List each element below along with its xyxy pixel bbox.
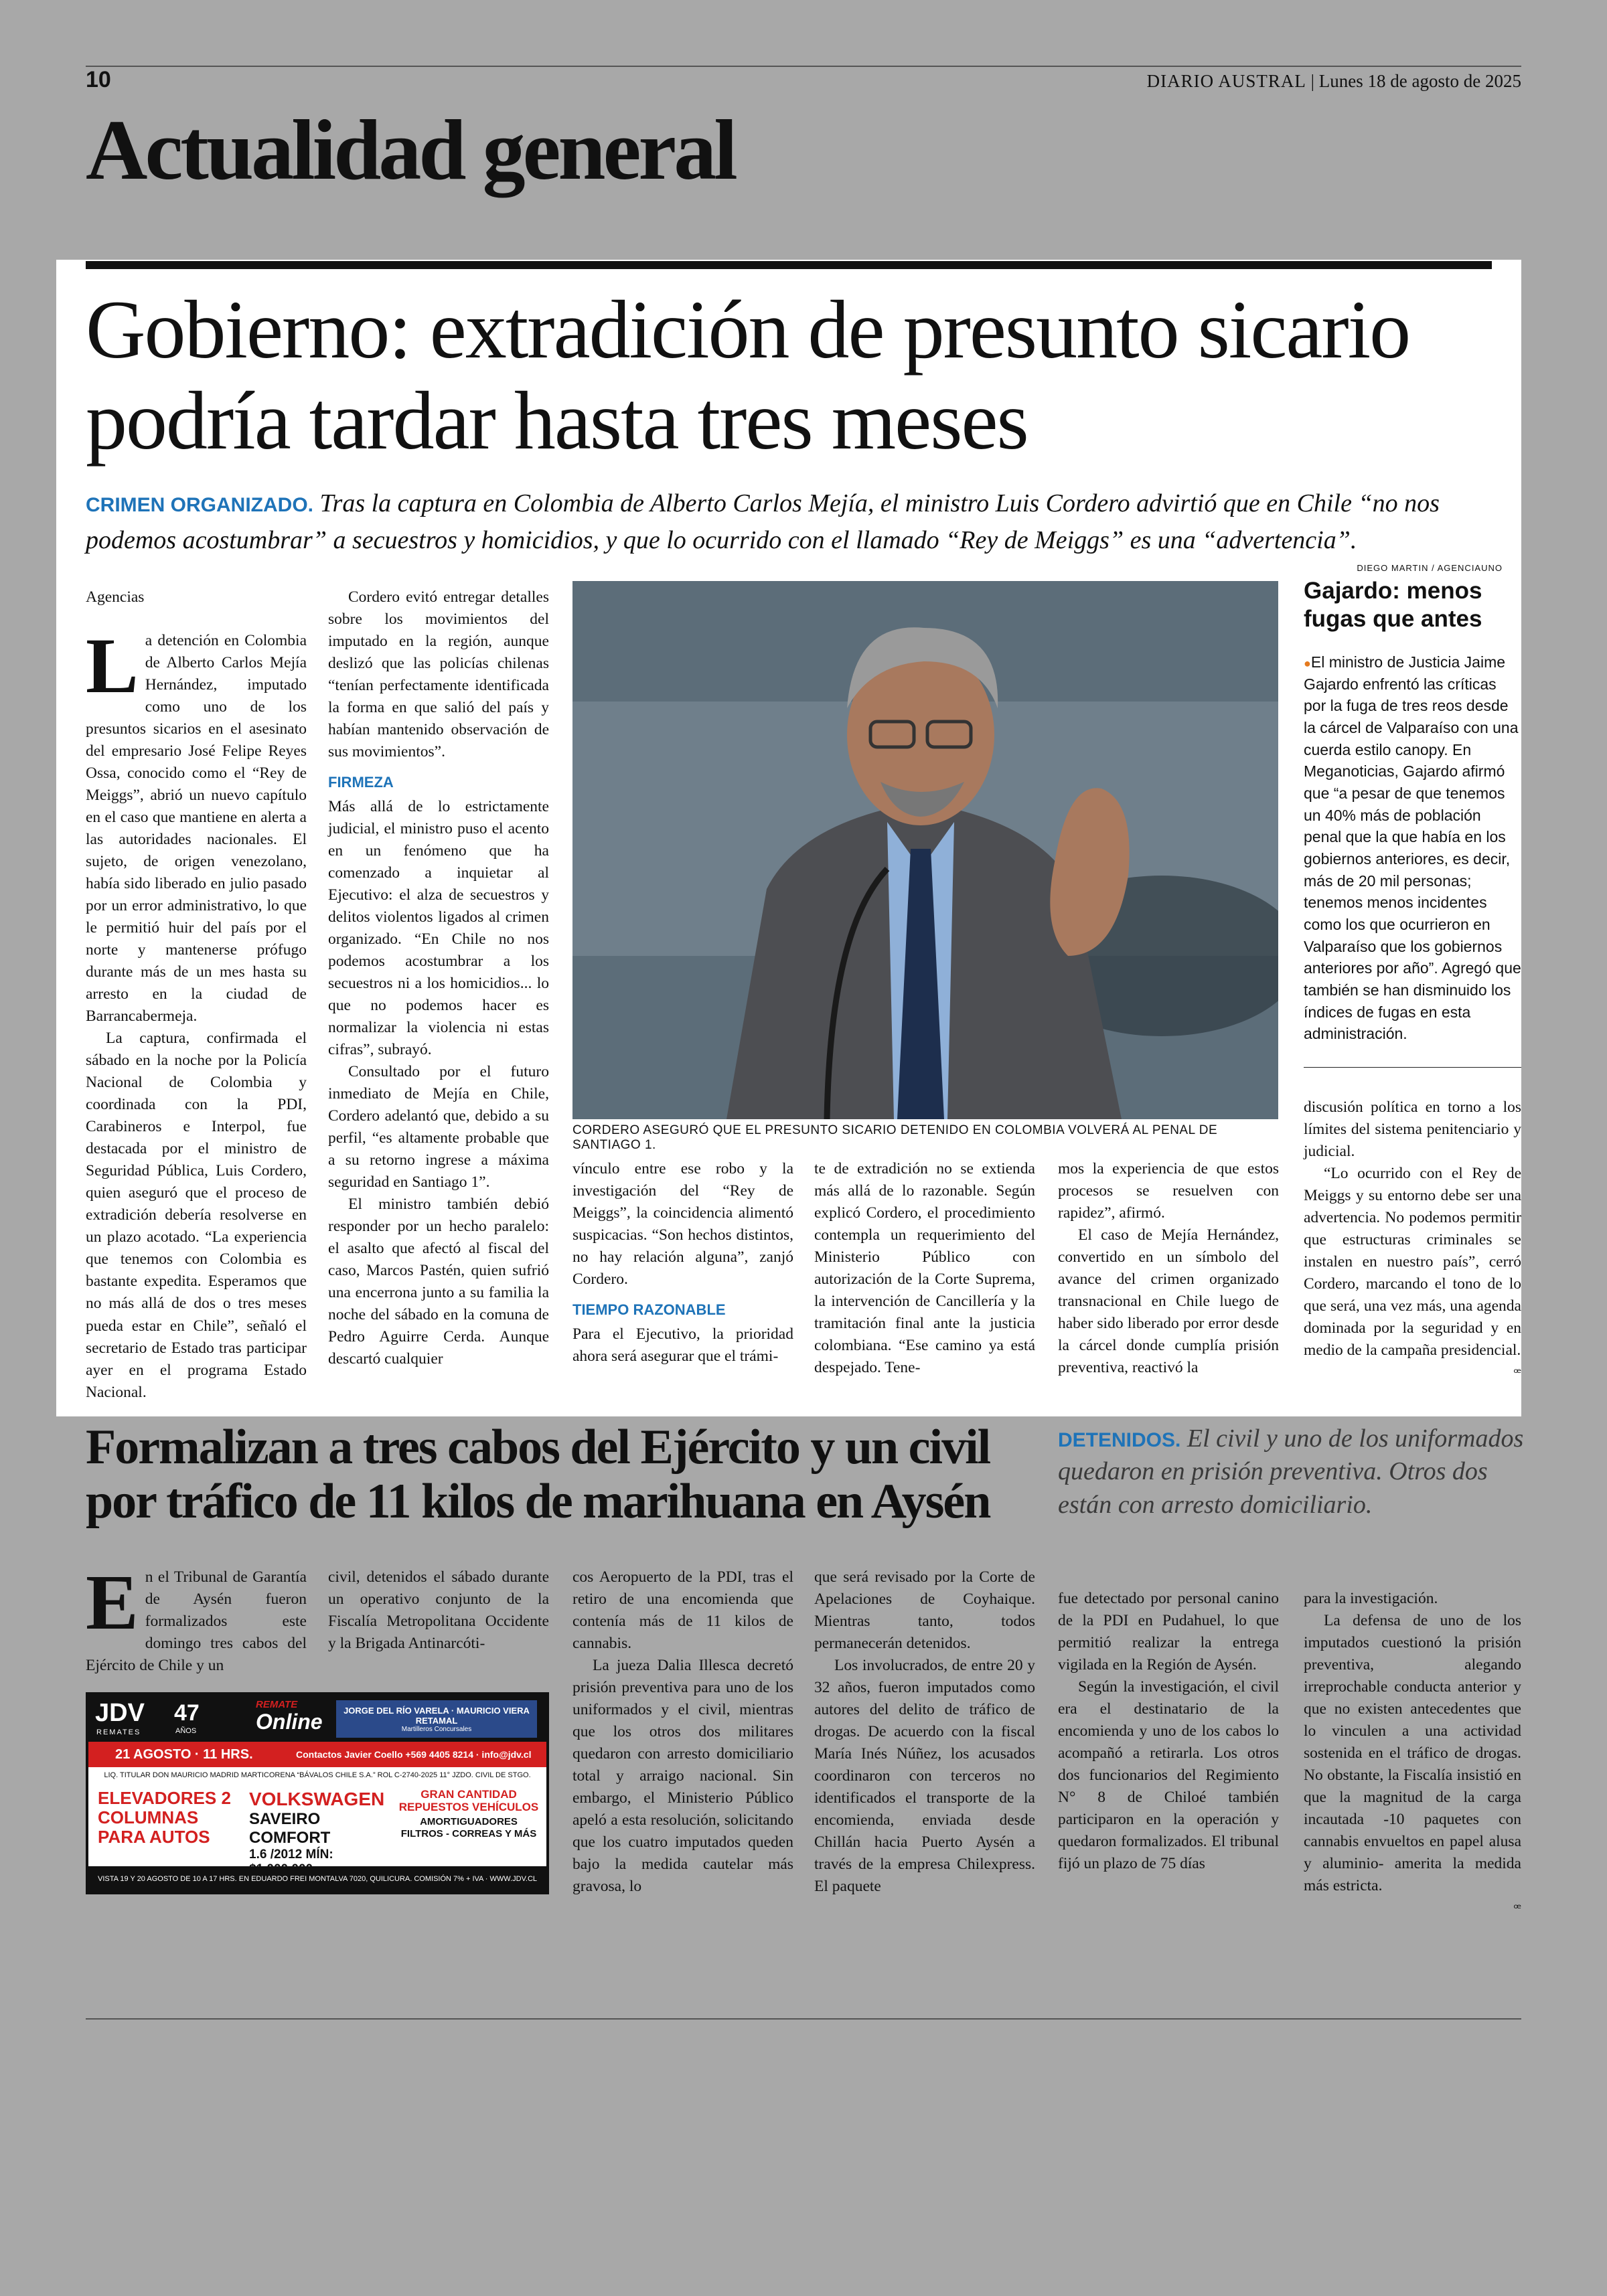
main-paragraph: Más allá de lo estrictamente judicial, el ministro puso el acento en un fenómeno que ha comenzado a inquietar al Ejecutivo: el alza de secuestros y delitos violentos ligados al crimen organizado. “En Chile no nos podemos acostumbrar a los secuestros ni a los homicidios... lo que no podemos hacer es normalizar la violencia ni estas cifras”, subrayó. <box>328 798 549 1059</box>
jdv-auction-ad[interactable] <box>86 1692 549 1894</box>
auction-date: 21 AGOSTO · 11 HRS. <box>115 1747 253 1762</box>
jdv-logo: JDV <box>95 1699 145 1727</box>
main-headline: Gobierno: extradición de presunto sicario podría tardar hasta tres meses <box>86 284 1410 467</box>
main-paragraph: La captura, confirmada el sábado en la noche por la Policía Nacional de Colombia y coordinada con la PDI, Carabineros e Interpol, fue destacada por el ministro de Seguridad Pública, Luis Cordero, quien aseguró que el proceso de extradición debería resolverse en un plazo acotado. “La experiencia que tenemos con Colombia es bastante expedita. Esperamos que no más allá de dos o tres meses pueda estar en Chile”, señaló el secretario de Estado tras participar ayer en el programa Estado Nacional. <box>86 1030 307 1401</box>
main-col-3 <box>572 1158 793 1368</box>
second-col-3 <box>572 1566 793 1898</box>
jdv-logo-sub: REMATES <box>96 1728 141 1736</box>
second-dek <box>1058 1422 1527 1522</box>
second-paragraph: Según la investigación, el civil era el destinatario de la encomienda y uno de los cabos lo acompañó a retirarla. Los otros dos funcionarios del Regimiento N° 8 de Chiloé también participaron en la operación y quedaron formalizados. El tribunal fijó un plazo de 75 días <box>1058 1678 1279 1873</box>
martilleros-box <box>336 1700 537 1738</box>
second-kicker: DETENIDOS. <box>1058 1429 1181 1451</box>
sidebar-body <box>1304 651 1521 1045</box>
photo-illustration <box>572 581 1278 1119</box>
second-col-5 <box>1058 1588 1279 1875</box>
bullet-icon: ● <box>1304 657 1311 670</box>
second-dek-text: El civil y uno de los uniformados quedaron en prisión preventiva. Otros dos están con arresto domiciliario. <box>1058 1424 1524 1519</box>
years-count: 47 <box>174 1700 200 1726</box>
main-col-2 <box>328 586 549 1370</box>
martilleros-names: JORGE DEL RÍO VARELA · MAURICIO VIERA RETAMAL <box>343 1706 530 1726</box>
second-headline: Formalizan a tres cabos del Ejército y un civil por tráfico de 11 kilos de marihuana en Aysén <box>86 1420 990 1530</box>
auction-legal: LIQ. TITULAR DON MAURICIO MADRID MARTICORENA “BÁVALOS CHILE S.A.” ROL C-2740-2025 11° JZDO. CIVIL DE STGO. <box>104 1771 531 1779</box>
vw-model: SAVEIRO COMFORT <box>249 1810 331 1847</box>
main-paragraph: El caso de Mejía Hernández, convertido en un símbolo del avance del crimen organizado transnacional en Chile luego de haber sido liberado por error desde la cárcel donde cumplía prisión preventiva, reactivó la <box>1058 1226 1279 1377</box>
ad-date-bar <box>88 1742 546 1767</box>
section-title: Actualidad general <box>86 102 735 197</box>
second-paragraph: para la investigación. <box>1304 1590 1438 1607</box>
auction-contact: Contactos Javier Coello +569 4405 8214 · info@jdv.cl <box>296 1749 532 1760</box>
subhead-firmeza: FIRMEZA <box>328 774 394 791</box>
ad-item-volkswagen <box>249 1789 390 1877</box>
main-paragraph: Consultado por el futuro inmediato de Mejía en Chile, Cordero adelantó que, debido a su perfil, “es altamente probable que a su retorno ingrese a máxima seguridad en Santiago 1”. <box>328 1063 549 1192</box>
main-paragraph: El ministro también debió responder por un hecho paralelo: el asalto que afectó al fiscal del caso, Marcos Pastén, quien sufrió una encerrona junto a su familia la noche del sábado en la comuna de Pedro Aguirre Cerda. Aunque descartó cualquier <box>328 1196 549 1368</box>
main-paragraph: Cordero evitó entregar detalles sobre los movimientos del imputado en la región, aunque deslizó que las policías chilenas “tenían perfectamente identificada la forma en que salió del país y habían mantenido observación de sus movimientos”. <box>328 588 549 761</box>
second-paragraph: civil, detenidos el sábado durante un operativo conjunto de la Fiscalía Metropolitana Occidente y la Brigada Antinarcóti- <box>328 1568 549 1653</box>
second-paragraph: La defensa de uno de los imputados cuestionó la prisión preventiva, alegando irreprochable conducta anterior y que no existen antecedentes que lo vinculen a una actividad sostenida en el tráfico de drogas. No obstante, la Fiscalía insistió en que la magnitud de la carga incautada -10 paquetes con cannabis envueltos en papel alusa y aluminio- amerita la medida más estricta. <box>1304 1612 1521 1895</box>
main-paragraph: discusión política en torno a los límites del sistema penitenciario y judicial. <box>1304 1098 1521 1161</box>
main-paragraph: Para el Ejecutivo, la prioridad ahora será asegurar que el trámi- <box>572 1325 793 1366</box>
masthead: DIARIO AUSTRAL | Lunes 18 de agosto de 2025 <box>1146 71 1521 91</box>
main-col-4 <box>814 1158 1035 1379</box>
main-kicker: CRIMEN ORGANIZADO. <box>86 494 313 516</box>
main-paragraph: te de extradición no se extienda más allá de lo razonable. Según explicó Cordero, el procedimiento contempla un requerimiento del Ministerio Público con autorización de la Corte Suprema, la intervención de Cancillería y la tramitación final ante la justicia colombiana. “Ese camino ya está despejado. Tene- <box>814 1160 1035 1377</box>
sidebar-title: Gajardo: menos fugas que antes <box>1304 578 1482 632</box>
main-paragraph: La detención en Colombia de Alberto Carlos Mejía Hernández, imputado como uno de los presuntos sicarios en el asesinato del empresario José Felipe Reyes Ossa, conocido como el “Rey de Meiggs”, abrió un nuevo capítulo en el caso que mantiene en alerta a las autoridades nacionales. El sujeto, de origen venezolano, había sido liberado en julio pasado por un error administrativo, lo que le permitió huir del país por el norte y mantenerse prófugo durante más de un mes hasta su arresto en la ciudad de Barrancabermeja. <box>86 622 307 1026</box>
ad-footer: VISTA 19 Y 20 AGOSTO DE 10 A 17 HRS. EN EDUARDO FREI MONTALVA 7020, QUILICURA. COMISIÓN 7% + IVA · WWW.JDV.CL <box>88 1866 546 1892</box>
second-paragraph: Los involucrados, de entre 20 y 32 años, fueron imputados como autores del delito de tráfico de drogas. De acuerdo con la fiscal María Inés Núñez, los acusados coordinaron con terceros no identificados el transporte de la encomienda, enviada desde Chillán hacia Puerto Aysén a través de la empresa Chilexpress. El paquete <box>814 1657 1035 1896</box>
main-dek-text: Tras la captura en Colombia de Alberto Carlos Mejía, el ministro Luis Cordero advirtió que en Chile “no nos podemos acostumbrar” a secuestros y homicidios, y que lo ocurrido con el llamado “Rey de Meiggs” es una “advertencia”. <box>86 489 1440 555</box>
second-col-6 <box>1304 1588 1521 1919</box>
second-col-4 <box>814 1566 1035 1898</box>
ad-item-repuestos <box>398 1789 540 1840</box>
main-paragraph: vínculo entre ese robo y la investigación del “Rey de Meiggs”, la coincidencia alimentó suspicacias. “Son hechos distintos, no hay relación alguna”, zanjó Cordero. <box>572 1160 793 1289</box>
photo-credit: DIEGO MARTIN / AGENCIAUNO <box>1357 563 1503 573</box>
online-label: Online <box>256 1710 323 1734</box>
second-paragraph: que será revisado por la Corte de Apelaciones de Coyhaique. Mientras tanto, todos permanecerán detenidos. <box>814 1568 1035 1653</box>
bottom-rule <box>86 2018 1521 2020</box>
card-top-bar <box>86 261 1492 269</box>
main-dek <box>86 485 1519 559</box>
second-paragraph: fue detectado por personal canino de la PDI en Pudahuel, lo que permitió realizar la entrega vigilada en la Región de Aysén. <box>1058 1590 1279 1674</box>
ad-item-elevadores: ELEVADORES 2 COLUMNAS PARA AUTOS <box>98 1788 231 1848</box>
main-paragraph: mos la experiencia de que estos procesos se resuelven con rapidez”, afirmó. <box>1058 1160 1279 1222</box>
repuestos-title: GRAN CANTIDAD REPUESTOS VEHÍCULOS <box>398 1788 539 1813</box>
end-mark-icon: ꟹ <box>1513 1366 1521 1381</box>
main-col-6 <box>1304 1096 1521 1384</box>
second-col-2 <box>328 1566 549 1655</box>
ad-header <box>88 1695 546 1742</box>
minister-photo <box>572 581 1278 1119</box>
issue-date: Lunes 18 de agosto de 2025 <box>1318 71 1521 91</box>
byline: Agencias <box>86 588 145 606</box>
sidebar-text: El ministro de Justicia Jaime Gajardo enfrentó las críticas por la fuga de tres reos desde la cárcel de Valparaíso con una cuerda estilo canopy. En Meganoticias, Gajardo afirmó que “a pesar de que tenemos un 40% más de población penal que la que había en los gobiernos anteriores, es decir, más de 20 mil personas; tenemos menos incidentes como los que ocurrieron en Valparaíso que los gobiernos anteriores por año”. Agregó que también se han disminuido los índices de fugas en esta administración. <box>1304 653 1521 1043</box>
second-paragraph: La jueza Dalia Illesca decretó prisión preventiva para uno de los uniformados y el civil, mientras que los otros dos militares quedaron con arresto domiciliario total y arraigo nacional. Sin embargo, el Ministerio Público apeló a esta resolución, solicitando que los cuatro imputados queden bajo la medida cautelar más gravosa, lo <box>572 1657 793 1896</box>
vw-title: VOLKSWAGEN <box>249 1789 385 1809</box>
second-paragraph: cos Aeropuerto de la PDI, tras el retiro de una encomienda que contenía más de 11 kilos de cannabis. <box>572 1568 793 1653</box>
subhead-tiempo-razonable: TIEMPO RAZONABLE <box>572 1301 726 1319</box>
second-paragraph: En el Tribunal de Garantía de Aysén fueron formalizados este domingo tres cabos del Ejército de Chile y un <box>86 1558 307 1675</box>
photo-caption: CORDERO ASEGURÓ QUE EL PRESUNTO SICARIO DETENIDO EN COLOMBIA VOLVERÁ AL PENAL DE SANTIAGO 1. <box>572 1123 1218 1152</box>
years-label: AÑOS <box>175 1727 197 1735</box>
martilleros-label: Martilleros Concursales <box>401 1726 472 1733</box>
main-col-5 <box>1058 1158 1279 1379</box>
sidebar-rule <box>1304 1067 1521 1068</box>
main-col-1 <box>86 586 307 1404</box>
end-mark-icon: ꟹ <box>1513 1902 1521 1916</box>
online-top: REMATE <box>256 1699 298 1710</box>
newspaper-name: DIARIO AUSTRAL <box>1146 71 1306 91</box>
repuestos-sub: AMORTIGUADORES FILTROS - CORREAS Y MÁS <box>400 1816 537 1840</box>
page-number: 10 <box>86 67 111 92</box>
top-rule <box>86 66 1521 67</box>
second-col-1 <box>86 1558 307 1677</box>
main-paragraph: “Lo ocurrido con el Rey de Meiggs y su entorno debe ser una advertencia. No podemos permitir que estructuras criminales se instalen en nuestro país”, cerró Cordero, marcando el tono de lo que será, una vez más, una agenda dominada por la seguridad y en medio de la campaña presidencial. <box>1304 1165 1521 1360</box>
vw-price: 1.6 /2012 MÍN: <box>249 1848 333 1862</box>
